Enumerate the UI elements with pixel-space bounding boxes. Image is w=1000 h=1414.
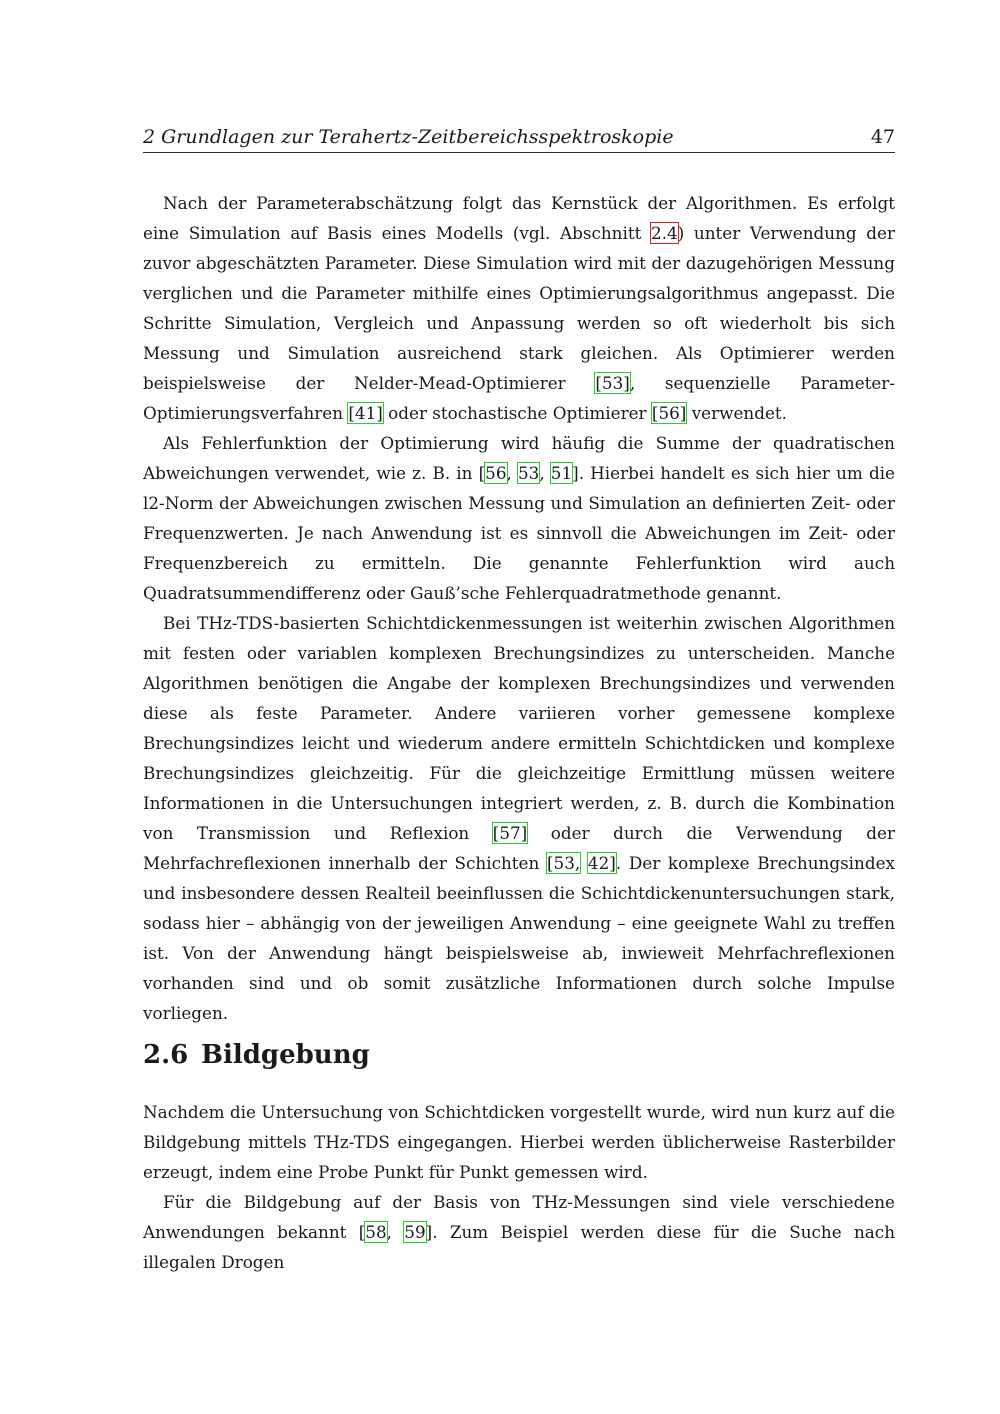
text-run: ]. Zum Beispiel werden diese für die Suche nach illegalen Drogen [143,1222,896,1272]
page-header [143,126,895,153]
text-run: , [539,463,551,483]
text-run: Nachdem die Untersuchung von Schichtdicken vorgestellt wurde, wird nun kurz auf die Bildgebung mittels THz-TDS eingegangen. Hierbei werden üblicherweise Rasterbilder erzeugt, indem eine Probe Punkt für Punkt gemessen wird. [143,1102,895,1182]
citation-link[interactable]: [56] [651,403,687,423]
citation-link[interactable]: 59 [404,1222,426,1242]
text-run: oder durch die Verwendung der Mehrfachreflexionen innerhalb der Schichten [143,823,895,873]
citation-link[interactable]: [41] [348,403,383,423]
citation-link[interactable]: [53, [546,853,581,873]
text-run: oder stochastische Optimierer [382,403,652,423]
paragraph-imaging-applications [143,1187,895,1277]
text-run: Bei THz-TDS-basierten Schichtdickenmessungen ist weiterhin zwischen Algorithmen mit festen oder variablen komplexen Brechungsindizes zu unterscheiden. Manche Algorithmen benötigen die Angabe der komplexen Brechungsindizes und verwenden diese als feste Parameter. Andere variieren vorher gemessene komplexe Brechungsindizes leicht und wiederum andere ermitteln Schichtdicken und komplexe Brechungsindizes gleichzeitig. Für die gleichzeitige Ermittlung müssen weitere Informationen in die Untersuchungen integriert werden, z. B. durch die Kombination von Transmission und Reflexion [143,613,895,843]
paragraph-refractive-index [143,608,895,1028]
section-heading [143,1040,895,1070]
citation-link[interactable]: [57] [492,823,528,843]
section-link[interactable]: 2.4 [651,223,678,243]
text-run: Als Fehlerfunktion der Optimierung wird häufig die Summe der quadratischen Abweichungen verwendet, wie z. B. in [ [143,433,895,483]
section-title: Bildgebung [201,1040,370,1070]
citation-link[interactable]: 58 [365,1222,387,1242]
page-number: 47 [870,126,895,148]
text-run: ]. Hierbei handelt es sich hier um die l2-Norm der Abweichungen zwischen Messung und Simulation an definierten Zeit- oder Frequenzwerten. Je nach Anwendung ist es sinnvoll die Abweichungen im Zeit- oder Frequenzbereich zu ermitteln. Die genannte Fehlerfunktion wird auch Quadratsummendifferenz oder Gauß’sche Fehlerquadratmethode genannt. [143,463,895,603]
citation-link[interactable]: 53 [517,463,540,483]
citation-link[interactable]: [53] [595,373,630,393]
main-text [143,188,895,1028]
text-run: Für die Bildgebung auf der Basis von THz-Messungen sind viele verschiedene Anwendungen bekannt [ [143,1192,895,1242]
text-run: ) unter Verwendung der zuvor abgeschätzten Parameter. Diese Simulation wird mit der dazugehörigen Messung verglichen und die Parameter mithilfe eines Optimierungsalgorithmus angepasst. Die Schritte Simulation, Vergleich und Anpassung werden so oft wiederholt bis sich Messung und Simulation ausreichend stark gleichen. Als Optimierer werden beispielsweise der Nelder-Mead-Optimierer [143,223,895,393]
section-number: 2.6 [143,1040,189,1070]
text-run: Nach der Parameterabschätzung folgt das Kernstück der Algorithmen. Es erfolgt eine Simulation auf Basis eines Modells (vgl. Abschnitt [143,193,895,243]
text-run: , [506,463,518,483]
text-run: , sequenzielle Parameter-Optimierungsverfahren [143,373,895,423]
paragraph-imaging-intro [143,1097,895,1187]
text-run: . Der komplexe Brechungsindex und insbesondere dessen Realteil beeinflussen die Schichtdickenuntersuchungen stark, sodass hier – abhängig von der jeweiligen Anwendung – eine geeignete Wahl zu treffen ist. Von der Anwendung hängt beispielsweise ab, inwieweit Mehrfachreflexionen vorhanden sind und ob somit zusätzliche Informationen durch solche Impulse vorliegen. [143,853,895,1023]
text-run [580,853,588,873]
running-head: 2 Grundlagen zur Terahertz-Zeitbereichsspektroskopie [143,126,674,148]
citation-link[interactable]: 56 [485,463,507,483]
text-run: verwendet. [686,403,787,423]
section-text [143,1097,895,1277]
paragraph-optimization [143,188,895,428]
citation-link[interactable]: 51 [550,463,573,483]
citation-link[interactable]: 42] [587,853,616,873]
text-run: , [386,1222,405,1242]
paragraph-error-function [143,428,895,608]
